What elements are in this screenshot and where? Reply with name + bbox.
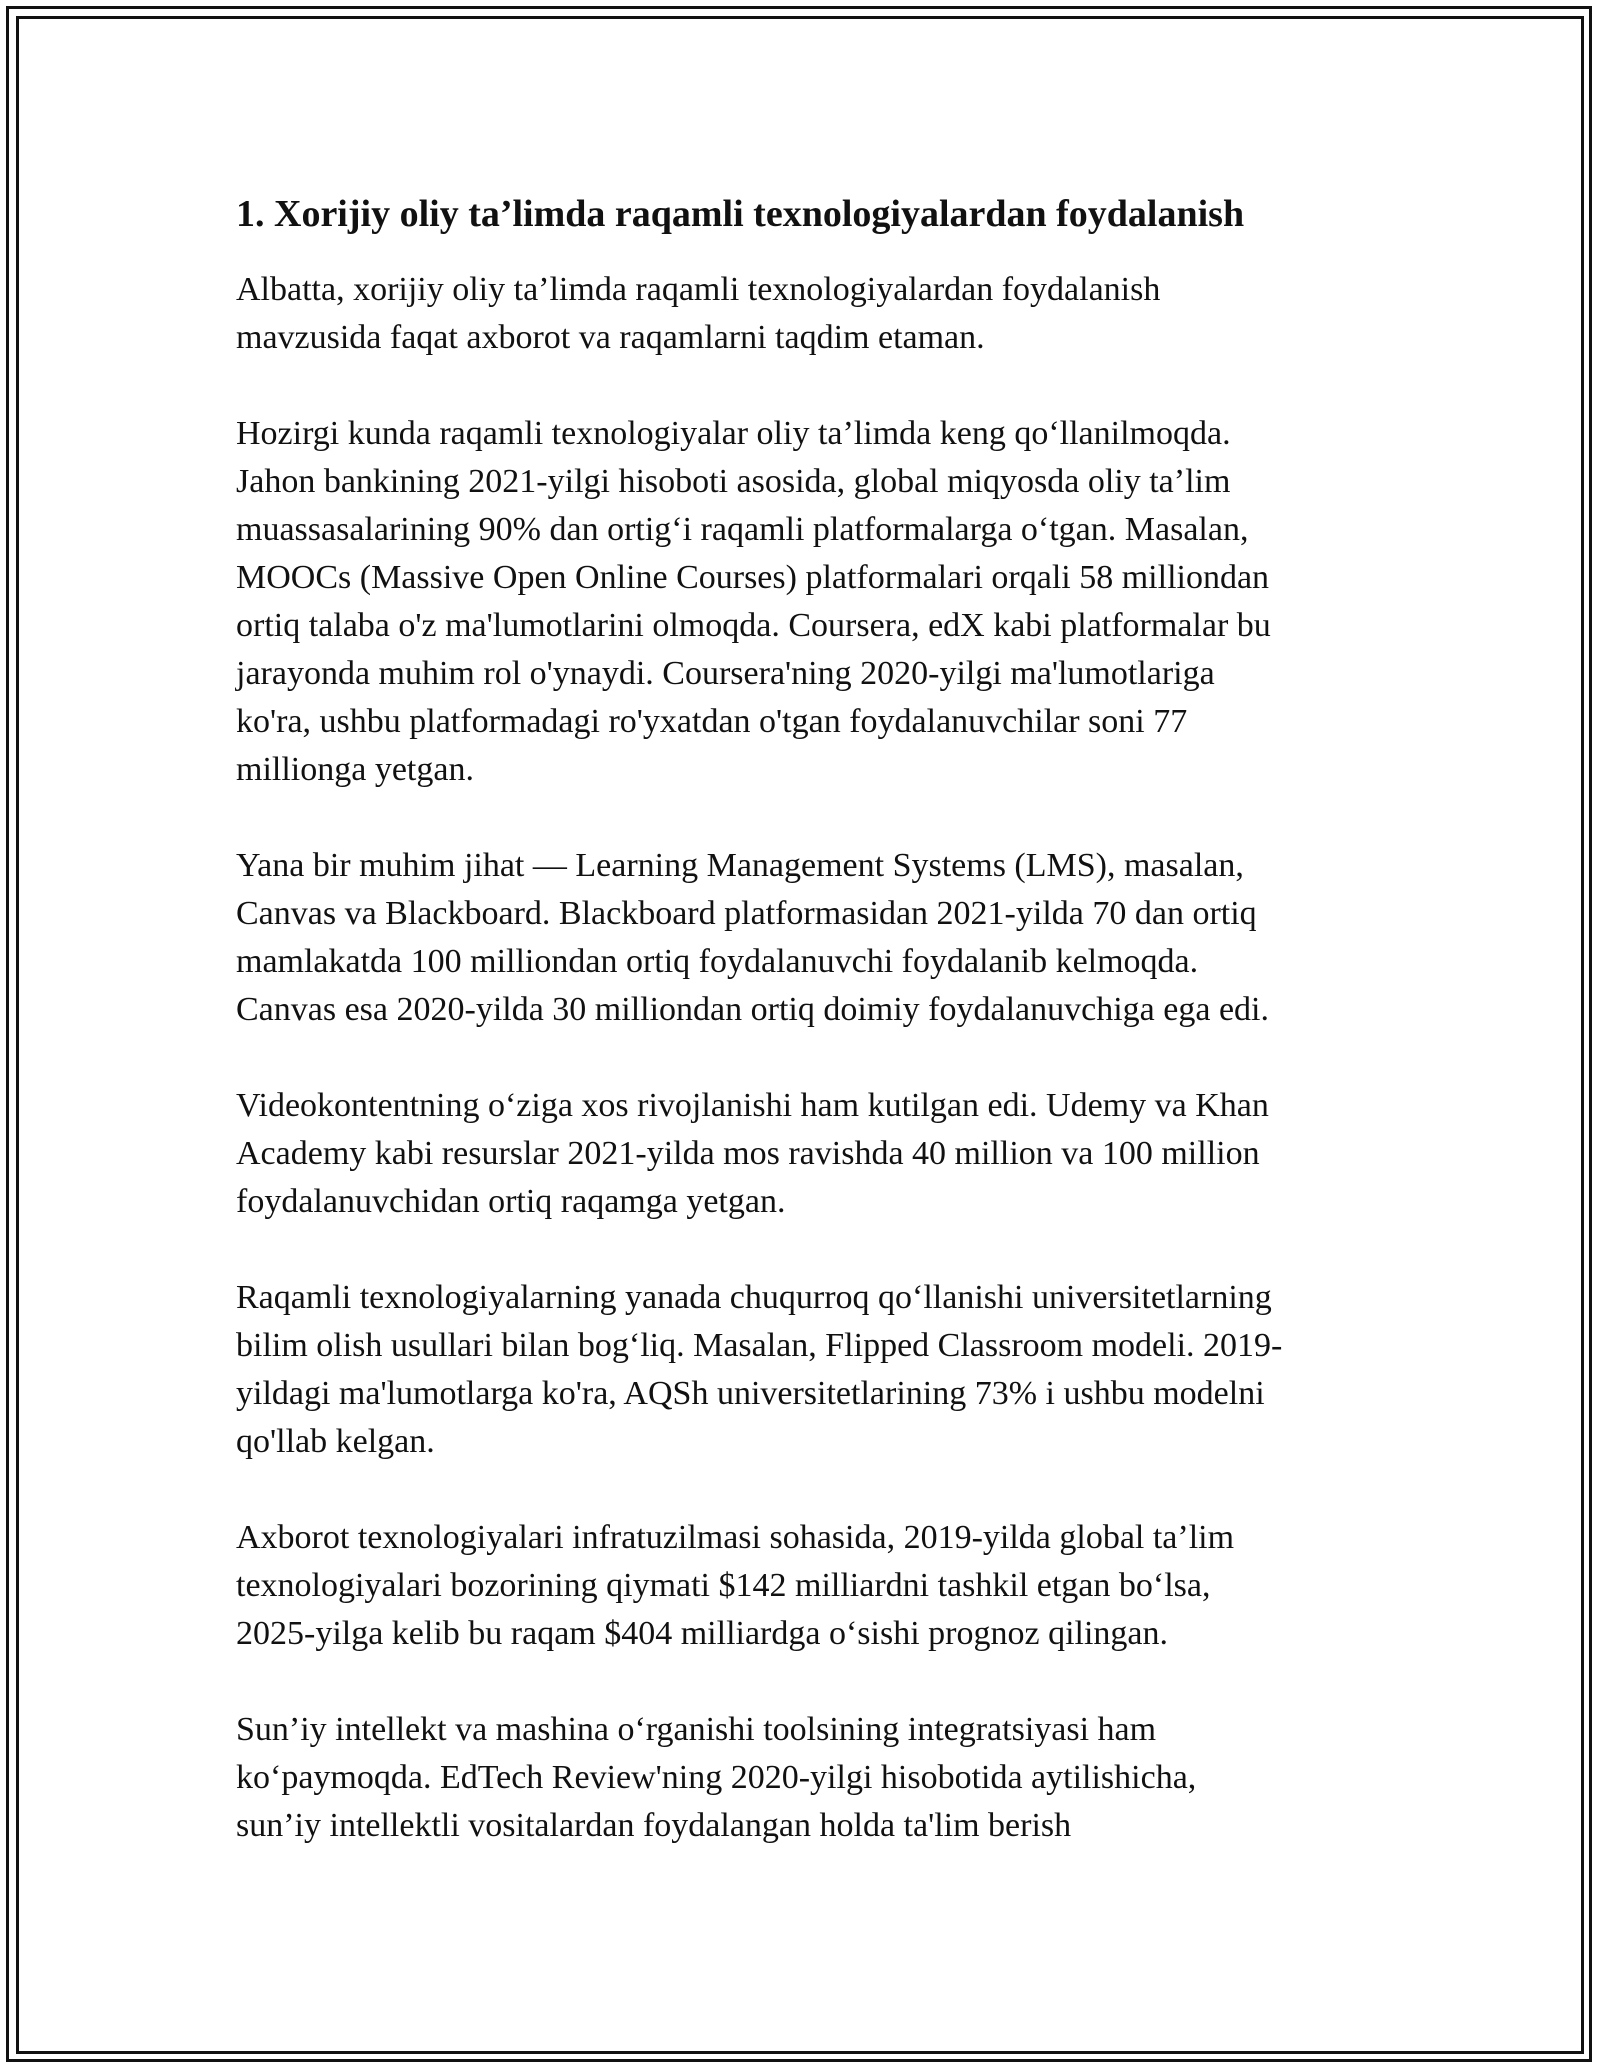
paragraph-line: bilim olish usullari bilan bog‘liq. Masalan, Flipped Classroom modeli. 2019-	[236, 1327, 1283, 1364]
paragraph-line: Canvas va Blackboard. Blackboard platformasidan 2021-yilda 70 dan ortiq	[236, 895, 1257, 932]
paragraph-digital-adoption	[236, 410, 1371, 794]
paragraph-line: Yana bir muhim jihat — Learning Management Systems (LMS), masalan,	[236, 847, 1244, 884]
paragraph-line: mamlakatda 100 milliondan ortiq foydalanuvchi foydalanib kelmoqda.	[236, 943, 1199, 980]
paragraph-line: Jahon bankining 2021-yilgi hisoboti asosida, global miqyosda oliy ta’lim	[236, 463, 1231, 500]
paragraph-video-content	[236, 1082, 1371, 1226]
paragraph-line: Axborot texnologiyalari infratuzilmasi sohasida, 2019-yilda global ta’lim	[236, 1519, 1235, 1556]
paragraph-line: qo'llab kelgan.	[236, 1423, 435, 1460]
paragraph-ai-ml	[236, 1706, 1371, 1850]
paragraph-line: ko‘paymoqda. EdTech Review'ning 2020-yilgi hisobotida aytilishicha,	[236, 1759, 1197, 1796]
paragraph-line: Sun’iy intellekt va mashina o‘rganishi toolsining integratsiyasi ham	[236, 1711, 1157, 1748]
document-title: 1. Xorijiy oliy ta’limda raqamli texnologiyalardan foydalanish	[236, 193, 1245, 235]
paragraph-line: yildagi ma'lumotlarga ko'ra, AQSh universitetlarining 73% i ushbu modelni	[236, 1375, 1265, 1412]
paragraph-line: ortiq talaba o'z ma'lumotlarini olmoqda. Coursera, edX kabi platformalar bu	[236, 607, 1271, 644]
paragraph-line: Hozirgi kunda raqamli texnologiyalar oliy ta’limda keng qo‘llanilmoqda.	[236, 415, 1231, 452]
paragraph-intro	[236, 266, 1371, 362]
paragraph-edtech-market	[236, 1514, 1371, 1658]
paragraph-line: jarayonda muhim rol o'ynaydi. Coursera'ning 2020-yilgi ma'lumotlariga	[236, 655, 1215, 692]
paragraph-line: Raqamli texnologiyalarning yanada chuqurroq qo‘llanishi universitetlarning	[236, 1279, 1272, 1316]
paragraph-line: foydalanuvchidan ortiq raqamga yetgan.	[236, 1183, 786, 1220]
paragraph-line: Academy kabi resurslar 2021-yilda mos ravishda 40 million va 100 million	[236, 1135, 1260, 1172]
paragraph-line: 2025-yilga kelib bu raqam $404 milliardga o‘sishi prognoz qilingan.	[236, 1615, 1168, 1652]
paragraph-line: texnologiyalari bozorining qiymati $142 milliardni tashkil etgan bo‘lsa,	[236, 1567, 1211, 1604]
paragraph-line: Canvas esa 2020-yilda 30 milliondan ortiq doimiy foydalanuvchiga ega edi.	[236, 991, 1269, 1028]
paragraph-flipped-classroom	[236, 1274, 1371, 1466]
paragraph-line: millionga yetgan.	[236, 751, 474, 788]
paragraph-line: sun’iy intellektli vositalardan foydalangan holda ta'lim berish	[236, 1807, 1072, 1844]
paragraph-line: ko'ra, ushbu platformadagi ro'yxatdan o'tgan foydalanuvchilar soni 77	[236, 703, 1188, 740]
paragraph-line: Videokontentning o‘ziga xos rivojlanishi ham kutilgan edi. Udemy va Khan	[236, 1087, 1269, 1124]
paragraph-line: mavzusida faqat axborot va raqamlarni taqdim etaman.	[236, 319, 985, 356]
paragraph-line: muassasalarining 90% dan ortig‘i raqamli platformalarga o‘tgan. Masalan,	[236, 511, 1249, 548]
paragraph-line: MOOCs (Massive Open Online Courses) platformalari orqali 58 milliondan	[236, 559, 1270, 596]
paragraph-lms	[236, 842, 1371, 1034]
paragraph-line: Albatta, xorijiy oliy ta’limda raqamli texnologiyalardan foydalanish	[236, 271, 1161, 308]
document-body	[236, 186, 1371, 1898]
